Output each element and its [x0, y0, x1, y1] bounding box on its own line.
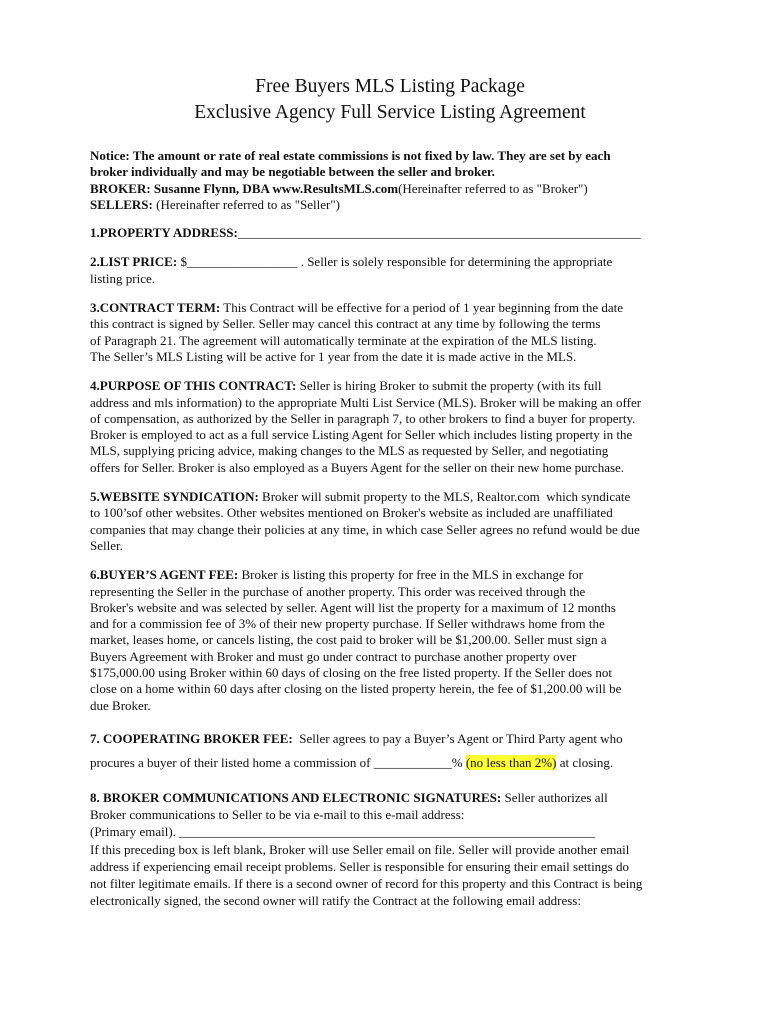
- section-4-purpose: [90, 378, 690, 476]
- section-7-line-2-post: at closing.: [556, 754, 614, 770]
- section-4-line-5: MLS, supplying pricing advice, making changes to the MLS as requested by Seller, and negotiating: [90, 443, 609, 459]
- section-6-buyers-agent-fee: [90, 567, 690, 714]
- sellers-rest: (Hereinafter referred to as "Seller"): [152, 196, 340, 212]
- section-8-line-5: address if experiencing email receipt problems. Seller is responsible for ensuring their email settings do: [90, 858, 629, 874]
- section-4-heading: 4.PURPOSE OF THIS CONTRACT:: [90, 378, 297, 394]
- notice-line-2: broker individually and may be negotiable between the seller and broker.: [90, 164, 495, 180]
- section-5-website-syndication: [90, 489, 690, 554]
- section-3-heading: 3.CONTRACT TERM:: [90, 300, 221, 316]
- section-5-line-3: companies that may change their policies at any time, in which case Seller agrees no refund would be due: [90, 521, 640, 537]
- section-8-line-2: Broker communications to Seller to be via e-mail to this e-mail address:: [90, 807, 465, 823]
- section-7-line-1-rest: Seller agrees to pay a Buyer’s Agent or Third Party agent who: [292, 730, 623, 746]
- section-3-contract-term: [90, 300, 690, 365]
- primary-email-blank: (Primary email). ________________________________________________________________: [90, 824, 596, 840]
- section-6-line-5: market, leases home, or cancels listing, the cost paid to broker will be $1,200.00. Seller must sign a: [90, 632, 607, 648]
- section-5-line-2: to 100’sof other websites. Other websites mentioned on Broker's website as included are unaffiliated: [90, 505, 613, 521]
- section-1-heading: 1.PROPERTY ADDRESS:: [90, 225, 238, 241]
- section-7-line-2: [90, 751, 690, 775]
- section-8-broker-communications: [90, 789, 690, 909]
- section-4-line-1: [90, 378, 690, 394]
- list-price-blank: $_________________: [177, 254, 298, 270]
- section-1-property-address: [90, 225, 690, 241]
- section-2-line-1: [90, 254, 690, 270]
- section-8-line-7: electronically signed, the second owner will ratify the Contract at the following email address:: [90, 893, 581, 909]
- document-title-line-2: Exclusive Agency Full Service Listing Agreement: [194, 102, 586, 123]
- section-6-heading: 6.BUYER’S AGENT FEE:: [90, 567, 239, 583]
- section-7-line-1: [90, 727, 690, 751]
- section-4-line-4: Broker is employed to act as a full service Listing Agent for Seller which includes listing property in the: [90, 427, 633, 443]
- section-6-line-1-rest: Broker is listing this property for free in the MLS in exchange for: [238, 567, 583, 583]
- document-page: [90, 74, 690, 909]
- minimum-commission-highlight: (no less than 2%): [465, 754, 557, 770]
- section-8-line-6: not filter legitimate emails. If there is a second owner of record for this property and this Contract is being: [90, 875, 643, 891]
- section-6-line-6: Buyers Agreement with Broker and must go under contract to purchase another property over: [90, 648, 577, 664]
- section-6-line-9: due Broker.: [90, 697, 151, 713]
- section-6-line-1: [90, 567, 690, 583]
- section-6-line-3: Broker's website and was selected by seller. Agent will list the property for a maximum of 12 months: [90, 599, 616, 615]
- section-5-line-1: [90, 489, 690, 505]
- property-address-blank: ______________________________________________________________: [237, 225, 641, 241]
- section-2-line-1-rest: . Seller is solely responsible for determining the appropriate: [297, 254, 613, 270]
- section-4-line-2: address and mls information) to the appropriate Multi List Service (MLS). Broker will be making an offer: [90, 394, 642, 410]
- broker-rest: (Hereinafter referred to as "Broker"): [398, 180, 588, 196]
- section-3-line-4: The Seller’s MLS Listing will be active for 1 year from the date it is made active in the MLS.: [90, 348, 577, 364]
- notice-block: [90, 148, 690, 213]
- commission-blank-text: procures a buyer of their listed home a commission of ____________%: [90, 754, 466, 770]
- section-5-line-4: Seller.: [90, 537, 123, 553]
- sellers-label: SELLERS:: [90, 196, 153, 212]
- section-7-cooperating-broker-fee: [90, 727, 690, 775]
- section-3-line-3: of Paragraph 21. The agreement will automatically terminate at the expiration of the MLS listing.: [90, 332, 597, 348]
- document-title-block: [90, 74, 690, 126]
- section-8-line-4: If this preceding box is left blank, Broker will use Seller email on file. Seller will provide another email: [90, 841, 630, 857]
- section-4-line-1-rest: Seller is hiring Broker to submit the property (with its full: [296, 378, 602, 394]
- section-6-line-7: $175,000.00 using Broker within 60 days of closing on the free listed property. If the Seller does not: [90, 665, 612, 681]
- broker-label: BROKER: Susanne Flynn, DBA www.ResultsMLS.com: [90, 180, 399, 196]
- section-8-line-1: [90, 789, 690, 806]
- broker-line: [90, 181, 690, 197]
- notice-line-1: Notice: The amount or rate of real estate commissions is not fixed by law. They are set by each: [90, 148, 611, 163]
- sellers-line: [90, 197, 690, 213]
- section-6-line-8: close on a home within 60 days after closing on the listed property herein, the fee of $1,200.00 will be: [90, 681, 622, 697]
- section-6-line-2: representing the Seller in the purchase of another property. This order was received through the: [90, 583, 586, 599]
- document-title-line-1: Free Buyers MLS Listing Package: [255, 76, 525, 97]
- section-4-line-3: of compensation, as authorized by the Seller in paragraph 7, to other brokers to find a buyer for property.: [90, 410, 636, 426]
- section-2-heading: 2.LIST PRICE:: [90, 254, 178, 270]
- section-6-line-4: and for a commission fee of 3% of their new property purchase. If Seller withdraws home from the: [90, 616, 605, 632]
- section-3-line-2: this contract is signed by Seller. Seller may cancel this contract at any time by following the terms: [90, 316, 601, 332]
- section-5-line-1-rest: Broker will submit property to the MLS, Realtor.com which syndicate: [258, 489, 631, 505]
- section-3-line-1-rest: This Contract will be effective for a period of 1 year beginning from the date: [220, 300, 624, 316]
- section-8-heading: 8. BROKER COMMUNICATIONS AND ELECTRONIC SIGNATURES:: [90, 789, 502, 805]
- section-1-line: [90, 225, 690, 241]
- section-2-list-price: [90, 254, 690, 287]
- section-3-line-1: [90, 300, 690, 316]
- section-7-heading: 7. COOPERATING BROKER FEE:: [90, 730, 293, 746]
- section-5-heading: 5.WEBSITE SYNDICATION:: [90, 489, 259, 505]
- section-4-line-6: offers for Seller. Broker is also employed as a Buyers Agent for the seller on their new home purchase.: [90, 459, 625, 475]
- section-2-line-2: listing price.: [90, 270, 155, 286]
- section-8-line-1-rest: Seller authorizes all: [501, 789, 608, 805]
